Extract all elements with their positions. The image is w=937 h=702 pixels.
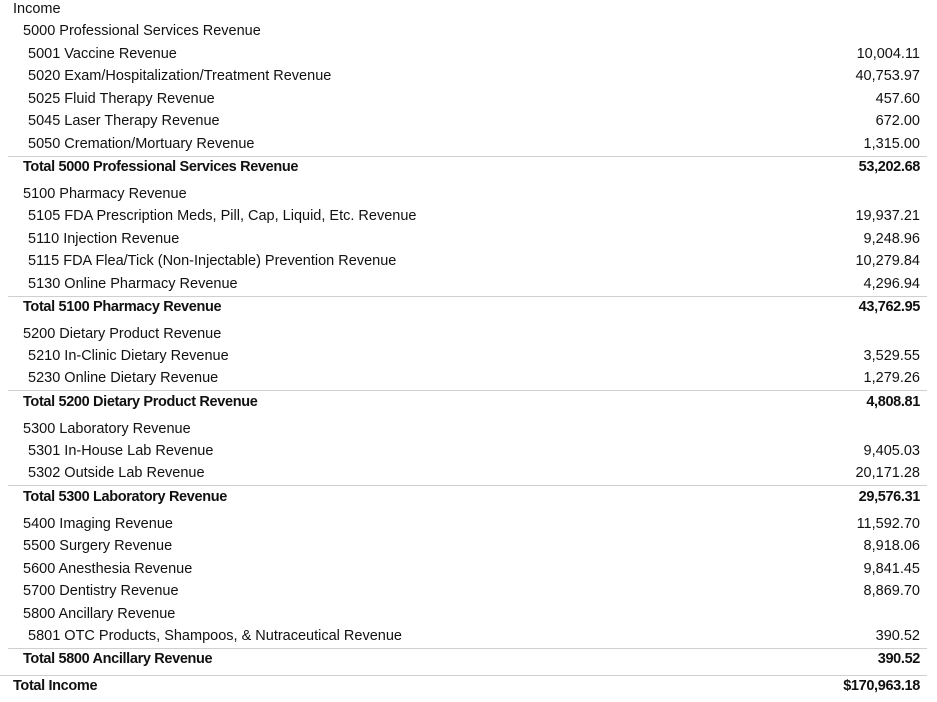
section-header-row xyxy=(0,183,937,205)
line-item-row xyxy=(0,625,937,647)
section-total-label: Total 5000 Professional Services Revenue xyxy=(23,159,299,175)
total-income-amount: $170,963.18 xyxy=(843,678,920,694)
account-amount: 9,841.45 xyxy=(863,561,920,577)
line-item-row xyxy=(0,273,937,295)
account-label: 5500 Surgery Revenue xyxy=(23,538,173,554)
account-label: 5600 Anesthesia Revenue xyxy=(23,561,193,577)
section-total-amount: 29,576.31 xyxy=(858,489,920,505)
line-item-amount: 3,529.55 xyxy=(863,348,920,364)
section-header-row xyxy=(0,603,937,625)
section-header: 5300 Laboratory Revenue xyxy=(23,421,191,437)
line-item-label: 5302 Outside Lab Revenue xyxy=(28,465,205,481)
section-total-amount: 390.52 xyxy=(877,651,920,667)
section-total-row xyxy=(0,156,937,178)
line-item-label: 5001 Vaccine Revenue xyxy=(28,46,177,62)
line-item-row xyxy=(0,43,937,65)
section-total-row xyxy=(0,648,937,670)
section-header-row xyxy=(0,20,937,42)
section-header: 5100 Pharmacy Revenue xyxy=(23,186,187,202)
total-income-row xyxy=(0,675,937,697)
line-item-amount: 10,279.84 xyxy=(855,253,920,269)
section-header-row xyxy=(0,418,937,440)
line-item-row xyxy=(0,65,937,87)
section-total-amount: 4,808.81 xyxy=(866,394,920,410)
income-heading-row xyxy=(0,0,937,20)
line-item-amount: 19,937.21 xyxy=(855,208,920,224)
account-row xyxy=(0,558,937,580)
line-item-amount: 457.60 xyxy=(875,91,920,107)
line-item-amount: 4,296.94 xyxy=(863,276,920,292)
account-label: 5400 Imaging Revenue xyxy=(23,516,173,532)
line-item-amount: 9,405.03 xyxy=(863,443,920,459)
line-item-label: 5045 Laser Therapy Revenue xyxy=(28,113,220,129)
line-item-row xyxy=(0,228,937,250)
income-heading: Income xyxy=(13,1,61,17)
line-item-row xyxy=(0,88,937,110)
line-item-row xyxy=(0,462,937,484)
line-item-label: 5115 FDA Flea/Tick (Non-Injectable) Prevention Revenue xyxy=(28,253,397,269)
line-item-row xyxy=(0,367,937,389)
line-item-label: 5210 In-Clinic Dietary Revenue xyxy=(28,348,229,364)
line-item-amount: 1,315.00 xyxy=(863,136,920,152)
section-total-label: Total 5300 Laboratory Revenue xyxy=(23,489,227,505)
account-row xyxy=(0,513,937,535)
account-label: 5700 Dentistry Revenue xyxy=(23,583,179,599)
line-item-row xyxy=(0,110,937,132)
section-total-row xyxy=(0,296,937,318)
line-item-label: 5110 Injection Revenue xyxy=(28,231,180,247)
line-item-row xyxy=(0,440,937,462)
section-header: 5000 Professional Services Revenue xyxy=(23,23,261,39)
line-item-row xyxy=(0,345,937,367)
section-header: 5800 Ancillary Revenue xyxy=(23,606,176,622)
section-total-label: Total 5100 Pharmacy Revenue xyxy=(23,299,222,315)
line-item-row xyxy=(0,133,937,155)
line-item-amount: 390.52 xyxy=(875,628,920,644)
line-item-label: 5301 In-House Lab Revenue xyxy=(28,443,214,459)
line-item-label: 5230 Online Dietary Revenue xyxy=(28,370,219,386)
line-item-row xyxy=(0,250,937,272)
section-total-row xyxy=(0,486,937,508)
account-amount: 11,592.70 xyxy=(856,516,920,532)
line-item-label: 5130 Online Pharmacy Revenue xyxy=(28,276,238,292)
line-item-label: 5050 Cremation/Mortuary Revenue xyxy=(28,136,255,152)
line-item-label: 5105 FDA Prescription Meds, Pill, Cap, Liquid, Etc. Revenue xyxy=(28,208,417,224)
line-item-amount: 20,171.28 xyxy=(855,465,920,481)
line-item-label: 5801 OTC Products, Shampoos, & Nutraceutical Revenue xyxy=(28,628,402,644)
line-item-label: 5025 Fluid Therapy Revenue xyxy=(28,91,215,107)
total-income-label: Total Income xyxy=(13,678,98,694)
line-item-amount: 1,279.26 xyxy=(863,370,920,386)
line-item-amount: 9,248.96 xyxy=(863,231,920,247)
line-item-amount: 10,004.11 xyxy=(856,46,920,62)
line-item-label: 5020 Exam/Hospitalization/Treatment Revenue xyxy=(28,68,332,84)
line-item-row xyxy=(0,205,937,227)
account-row xyxy=(0,535,937,557)
section-header: 5200 Dietary Product Revenue xyxy=(23,326,222,342)
line-item-amount: 672.00 xyxy=(875,113,920,129)
account-amount: 8,869.70 xyxy=(863,583,920,599)
section-total-amount: 43,762.95 xyxy=(858,299,920,315)
section-total-amount: 53,202.68 xyxy=(858,159,920,175)
section-total-label: Total 5800 Ancillary Revenue xyxy=(23,651,213,667)
line-item-amount: 40,753.97 xyxy=(855,68,920,84)
section-total-row xyxy=(0,391,937,413)
account-amount: 8,918.06 xyxy=(863,538,920,554)
section-total-label: Total 5200 Dietary Product Revenue xyxy=(23,394,258,410)
account-row xyxy=(0,580,937,602)
section-header-row xyxy=(0,323,937,345)
